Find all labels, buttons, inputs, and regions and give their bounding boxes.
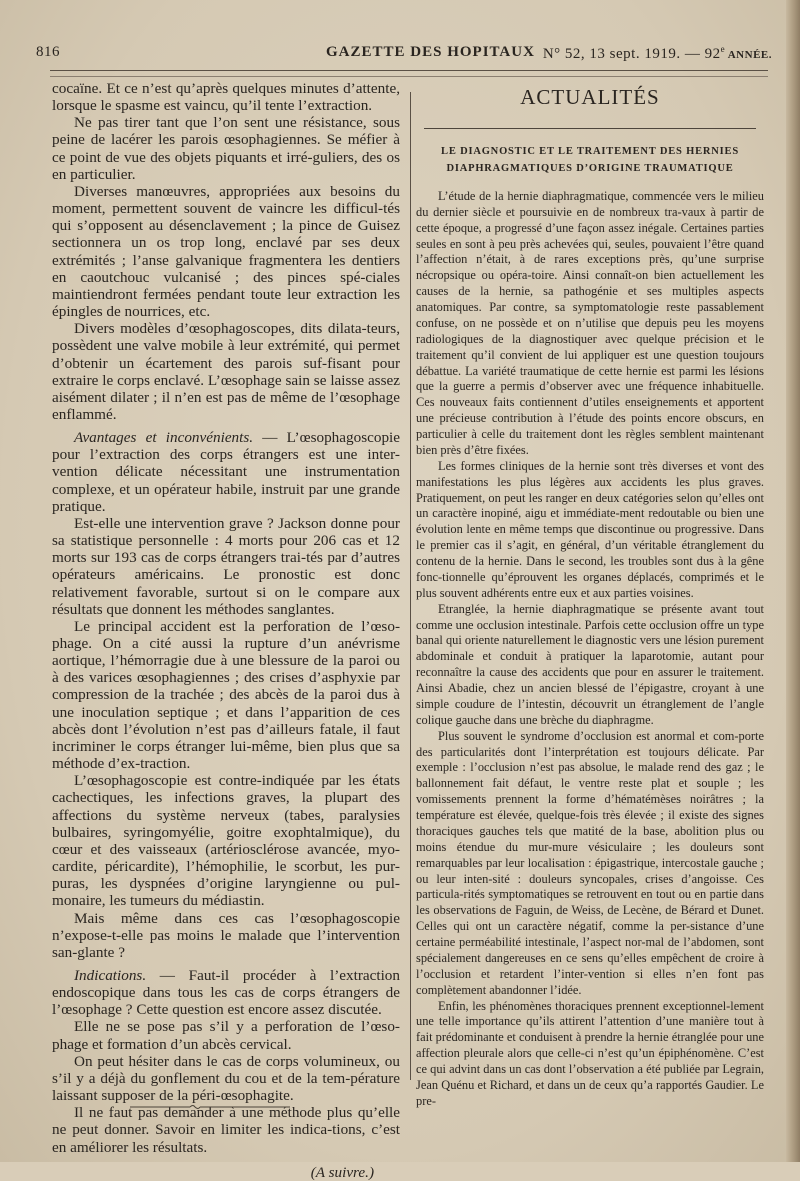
paragraph-text: — L’œsophagoscopie pour l’extraction des corps étrangers est une inter-vention délicate nécessitant une instrumentation complexe, et un opérateur habile, instruit par une grande pratique.	[52, 429, 401, 515]
paragraph: Il ne faut pas demander à une méthode plus qu’elle ne peut donner. Savoir en limiter les indica-tions, c’est en améliorer les résultats.	[52, 1104, 400, 1156]
section-title: ACTUALITÉS	[520, 85, 660, 109]
paragraph: On peut hésiter dans le cas de corps volumineux, ou s’il y a déjà du gonflement du cou et de la tem-pérature laissant supposer de la péri-œsophagite.	[52, 1052, 400, 1105]
to-be-continued: (A suivre.)	[310, 1163, 374, 1181]
paragraph	[52, 429, 400, 515]
section-rule	[424, 128, 756, 129]
page-header	[36, 38, 772, 60]
paragraph: Plus souvent le syndrome d’occlusion est anormal et com-porte des particularités dont l’interprétation est toujours délicate. Par exemple : l’occlusion n’est pas absolue, le malade rend des gaz ; le ballonnement fait défaut, le ventre reste plat et souple ; les vomissements prennent la forme d’hématémèses noirâtres ; la température est élevée, quelque-fois très élevée ; il existe des signes thoraciques gauches tels que matité de la base, abolition plus ou moins étendue du mur-mure vésiculaire ; les douleurs sont remarquables par leur localisation : épigastrique, intercostale gauche ; ou leur inten-sité : douleurs syncopales, crises d’angoisse. Ces particula-rités symptomatiques se retrouvent en tout ou en partie dans les observations de Faguin, de Weiss, de Lecène, de Bérard et Dunet. Celles qui ont un caractère négatif, comme la per-sistance d’une certaine perméabilité intestinale, l’aspect nor-mal de l’abdomen, sont spécialement dangereuses en ce sens qu’elles empêchent de croire à l’occlusion et retardent l’inter-vention si elles n’en font pas complètement abandonner l’idée.	[416, 728, 764, 997]
paragraph: Les formes cliniques de la hernie sont très diverses et vont des manifestations les plus légères aux accidents les plus graves. Pratiquement, on peut les ranger en deux catégories selon qu’elles ont un caractère inopiné, aigu et immédiate-ment redoutable ou bien une évolution lente en même temps que discontinue ou progressive. Dans le premier cas il s’agit, en général, d’un véritable étranglement du contenu de la hernie. Dans le second, les troubles sont dus à la gêne fonc-tionnelle qu’éprouvent les organes déplacés, comprimés et le plus souvent adhérents entre eux et aux parties voisines.	[416, 458, 764, 600]
subsection-heading: Indications.	[74, 966, 147, 984]
paragraph	[52, 967, 400, 1018]
paragraph: Diverses manœuvres, appropriées aux besoins du moment, permettent souvent de vaincre les difficul-tés qui s’opposent au désenclavement ; la pince de Guisez sectionnera un os trop long, enclavé par ses deux extrémités ; l’anse galvanique fragmentera les dentiers en caoutchouc vulcanisé ; des pinces spé-ciales maintiendront fermées pendant toute leur extraction les épingles de nourrices, etc.	[52, 182, 400, 321]
column-divider	[410, 92, 411, 1080]
issue-info	[543, 44, 772, 63]
header-rule	[50, 70, 768, 71]
paragraph: cocaïne. Et ce n’est qu’après quelques minutes d’attente, lorsque le spasme est vaincu, qu’il tente l’extraction.	[52, 80, 400, 115]
end-ornament	[130, 1103, 290, 1111]
issue-annee: ANNÉE.	[725, 49, 772, 61]
page-number: 816	[36, 44, 60, 60]
header-rule-2	[50, 76, 768, 77]
left-column	[52, 80, 400, 1181]
paragraph: Ne pas tirer tant que l’on sent une résistance, sous peine de lacérer les parois œsophagiennes. Se méfier à ce point de vue des objets piquants et irré-guliers, des os en particulier.	[52, 114, 400, 183]
paragraph: Elle ne se pose pas s’il y a perforation de l’œso-phage et formation d’un abcès cervical.	[52, 1018, 400, 1053]
paragraph: Le principal accident est la perforation de l’œso-phage. On a cité aussi la rupture d’un anévrisme aortique, l’hémorragie due à une blessure de la paroi ou à des varices œsophagiennes ; des crises d’asphyxie par compression de la trachée ; des abcès de la paroi dus à une inoculation septique ; et dans l’apparition de ces abcès dont l’évolution n’est pas d’ailleurs fatale, il faut incriminer le corps étranger lui-même, bien plus que sa méthode d’ex-traction.	[52, 617, 400, 773]
subsection-heading: Avantages et inconvénients.	[74, 429, 254, 447]
paragraph: Divers modèles d’œsophagoscopes, dits dilata-teurs, possèdent une valve mobile à leur extrémité, qui permet d’obtenir un écartement des parois suf-fisant pour extraire le corps enclavé. L’œsophage sain se laisse assez aisément dilater ; il n’en est pas de même de l’œsophage enflammé.	[52, 320, 400, 423]
paragraph: L’œsophagoscopie est contre-indiquée par les états cachectiques, les infections graves, la plupart des affections du système nerveux (tabes, paralysies bulbaires, syringomyélie, goitre exophtalmique), du cœur et des vaisseaux (artériosclérose avancée, myo-cardite, péricardite), l’hémophilie, le scorbut, les pur-puras, les dyspnées d’origine laryngienne ou pul-monaire, les tumeurs du médiastin.	[52, 772, 400, 910]
paragraph: L’étude de la hernie diaphragmatique, commencée vers le milieu du dernier siècle et poursuivie en de nombreux tra-vaux à partir de cette époque, a progressé d’une façon assez inégale. Certaines parties seules en sont à peu près achevées qui, seules, pouvaient l’être quand l’affection n’était, à de rares exceptions près, qu’une surprise nécropsique ou opéra-toire. Ainsi connaît-on bien actuellement les causes de la hernie, sa pathogénie et ses multiples aspects anatomiques. Par contre, sa symptomatologie reste passablement confuse, on ne possède et on n’utilise que depuis peu les moyens radiologiques de la diagnostiquer avec quelque précision et le traitement qu’il convient de lui appliquer est une question toujours débattue. La variété traumatique de cette hernie est parmi les lésions que la guerre a permis d’observer avec une fréquence inhabituelle. Ces nouveaux faits contiennent d’utiles enseignements et apportent une précieuse contribution à l’étude des points encore obscurs, en particulier à celle du traitement dont les règles semblent maintenant bien près d’être fixées.	[416, 188, 764, 457]
paragraph: Est-elle une intervention grave ? Jackson donne pour sa statistique personnelle : 4 morts pour 206 cas et 12 morts sur 193 cas de corps étrangers trai-tés par d’autres opérateurs américains. Le pronostic est donc relativement favorable, surtout si on le compare aux résultats que donnent les méthodes sanglantes.	[52, 514, 400, 618]
article-title-line-2: DIAPHRAGMATIQUES D’ORIGINE TRAUMATIQUE	[446, 162, 734, 174]
paragraph: Etranglée, la hernie diaphragmatique se présente avant tout comme une occlusion intestinale. Parfois cette occlusion offre un type banal qui oriente naturellement le diagnostic vers une lésion purement abdominale et conduit à pratiquer la laparotomie, autant pour reconnaître la cause des accidents que pour en assurer le traitement. Ainsi Abadie, chez un ancien blessé de l’épigastre, croyant à une simple coudure de l’intestin, découvrit un étranglement de l’angle colique gauche dans une brèche du diaphragme.	[416, 601, 764, 727]
article-title	[416, 143, 764, 177]
paragraph-text: — Faut-il procéder à l’extraction endoscopique dans tous les cas de corps étrangers de l’œsophage ? Cette question est encore assez discutée.	[52, 966, 400, 1019]
issue-number: N° 52, 13 sept. 1919. — 92	[542, 46, 721, 62]
paragraph: Enfin, les phénomènes thoraciques prennent exceptionnel-lement une telle importance qu’ils attirent l’attention d’une manière tout à fait prédominante et conduisent à prendre la hernie étranglée pour une affection pleurale alors que celle-ci n’est qu’un épiphénomène. C’est ce qui advint dans un cas dont l’observation a été publiée par Legrain, Jean Quénu et Richard, et dans un de ceux qu’a rapportés Gaudier. Le pre-	[416, 998, 764, 1108]
page-edge	[786, 0, 800, 1162]
issue-sup: e	[720, 44, 726, 54]
paragraph: Mais même dans ces cas l’œsophagoscopie n’expose-t-elle pas moins le malade que l’intervention san-glante ?	[52, 909, 400, 961]
journal-title: GAZETTE DES HOPITAUX	[326, 44, 535, 60]
article-title-line-1: LE DIAGNOSTIC ET LE TRAITEMENT DES HERNIES	[441, 145, 739, 157]
right-column	[416, 85, 764, 1110]
